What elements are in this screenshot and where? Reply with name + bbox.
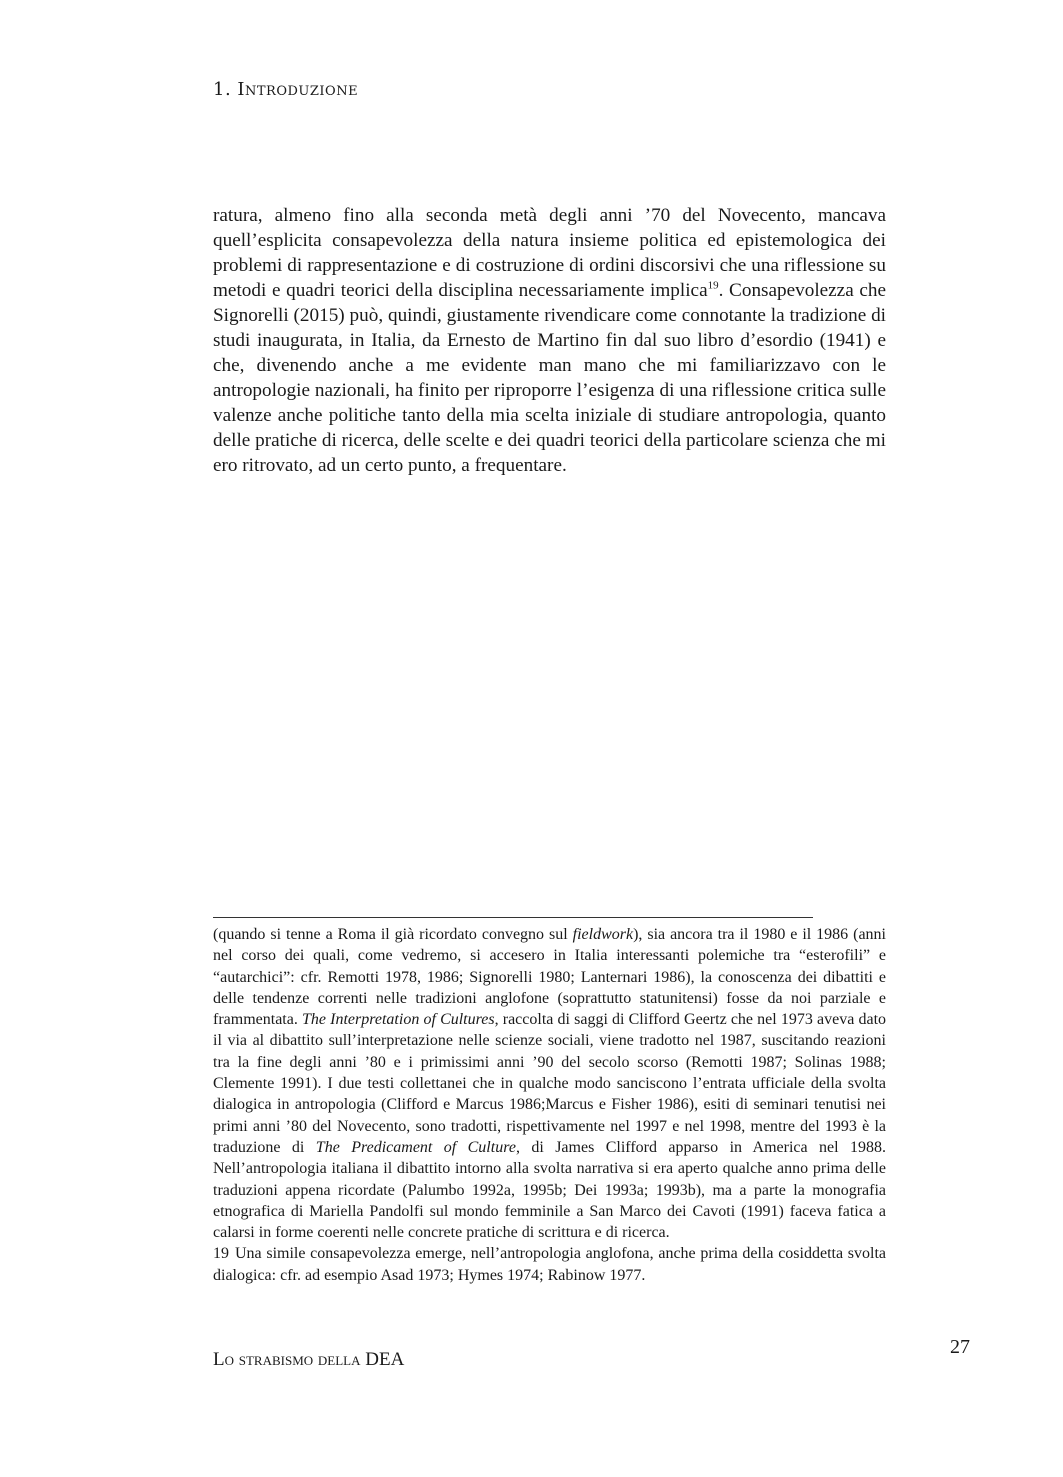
footnote-reference-19[interactable]: 19 xyxy=(707,279,719,292)
footnote-text: , di James Clifford apparso in America nel 1988. Nell’antropologia italiana il dibattito intorno alla svolta narrativa si era aperto qualche anno prima delle traduzioni appena ricordate (Palumbo 1992a, 1995b; Dei 1993a; 1993b), ma a parte la monografia etnografica di Mariella Pandolfi sul mondo femminile a San Marco dei Cavoti (1991) faceva fatica a calarsi in forme coerenti nelle concrete pratiche di scrittura e di ricerca. xyxy=(213,1138,886,1242)
footnote-italic-term: fieldwork xyxy=(572,926,634,943)
footnote-text: ), sia ancora tra il 1980 e il 1986 (anni nel corso dei quali, come vedremo, si accesero in Italia interessanti polemiche tra “esterofili” e “autarchici”: cfr. Remotti 1978, 1986; Signorelli 1980; Lanternari 1986), la conoscenza dei dibattiti e delle tendenze correnti nelle tradizioni anglofone (soprattutto statunitensi) fosse da noi parziale e frammentata. xyxy=(213,926,886,1029)
footnote-book-title: The Interpretation of Cultures xyxy=(302,1011,495,1029)
footnote-text: (quando si tenne a Roma il già ricordato convegno sul xyxy=(213,926,573,943)
footnote-separator xyxy=(213,917,813,918)
body-paragraph xyxy=(213,203,886,478)
main-text xyxy=(213,203,886,478)
running-head: 1. Introduzione xyxy=(213,79,359,100)
paragraph-text-before-note: ratura, almeno fino alla seconda metà degli anni ’70 del Novecento, mancava quell’esplicita consapevolezza della natura insieme politica ed epistemologica dei problemi di rappresentazione e di costruzione di ordini discorsivi che una riflessione su metodi e quadri teorici della disciplina necessariamente implica xyxy=(213,205,886,301)
footnote-book-title: The Predicament of Culture xyxy=(315,1138,516,1156)
footnotes xyxy=(213,924,886,1286)
running-foot xyxy=(213,1349,404,1371)
footnote-number: 19 xyxy=(213,1245,229,1263)
footnote-19-text: Una simile consapevolezza emerge, nell’antropologia anglofona, anche prima della cosiddetta svolta dialogica: cfr. ad esempio Asad 1973; Hymes 1974; Rabinow 1977. xyxy=(213,1245,886,1284)
paragraph-text-after-note: . Consapevolezza che Signorelli (2015) può, quindi, giustamente rivendicare come connotante la tradizione di studi inaugurata, in Italia, da Ernesto de Martino fin dal suo libro d’esordio (1941) e che, divenendo anche a me evidente man mano che mi familiarizzavo con le antropologie nazionali, ha finito per riproporre l’esigenza di una riflessione critica sulle valenze anche politiche tanto della mia scelta iniziale di studiare antropologia, quanto delle pratiche di ricerca, delle scelte e dei quadri teorici della particolare scienza che mi ero ritrovato, ad un certo punto, a frequentare. xyxy=(213,280,886,476)
page-number: 27 xyxy=(950,1336,970,1358)
running-foot-dea: DEA xyxy=(365,1349,405,1370)
footnote-text: , raccolta di saggi di Clifford Geertz che nel 1973 aveva dato il via al dibattito sull’interpretazione nelle scienze sociali, viene tradotto nel 1987, suscitando reazioni tra la fine degli anni ’80 e i primissimi anni ’90 del secolo scorso (Remotti 1987; Solinas 1988; Clemente 1991). I due testi collettanei che in qualche modo sanciscono l’entrata ufficiale della svolta dialogica in antropologia (Clifford e Marcus 1986;Marcus e Fisher 1986), esiti di seminari tenutisi nei primi anni ’80 del Novecento, sono tradotti, rispettivamente nel 1997 e nel 1998, mentre del 1993 è la traduzione di xyxy=(213,1011,887,1156)
footnote-continued xyxy=(213,924,886,1243)
running-foot-title: Lo strabismo della xyxy=(213,1349,366,1370)
footnote-19 xyxy=(213,1243,886,1286)
